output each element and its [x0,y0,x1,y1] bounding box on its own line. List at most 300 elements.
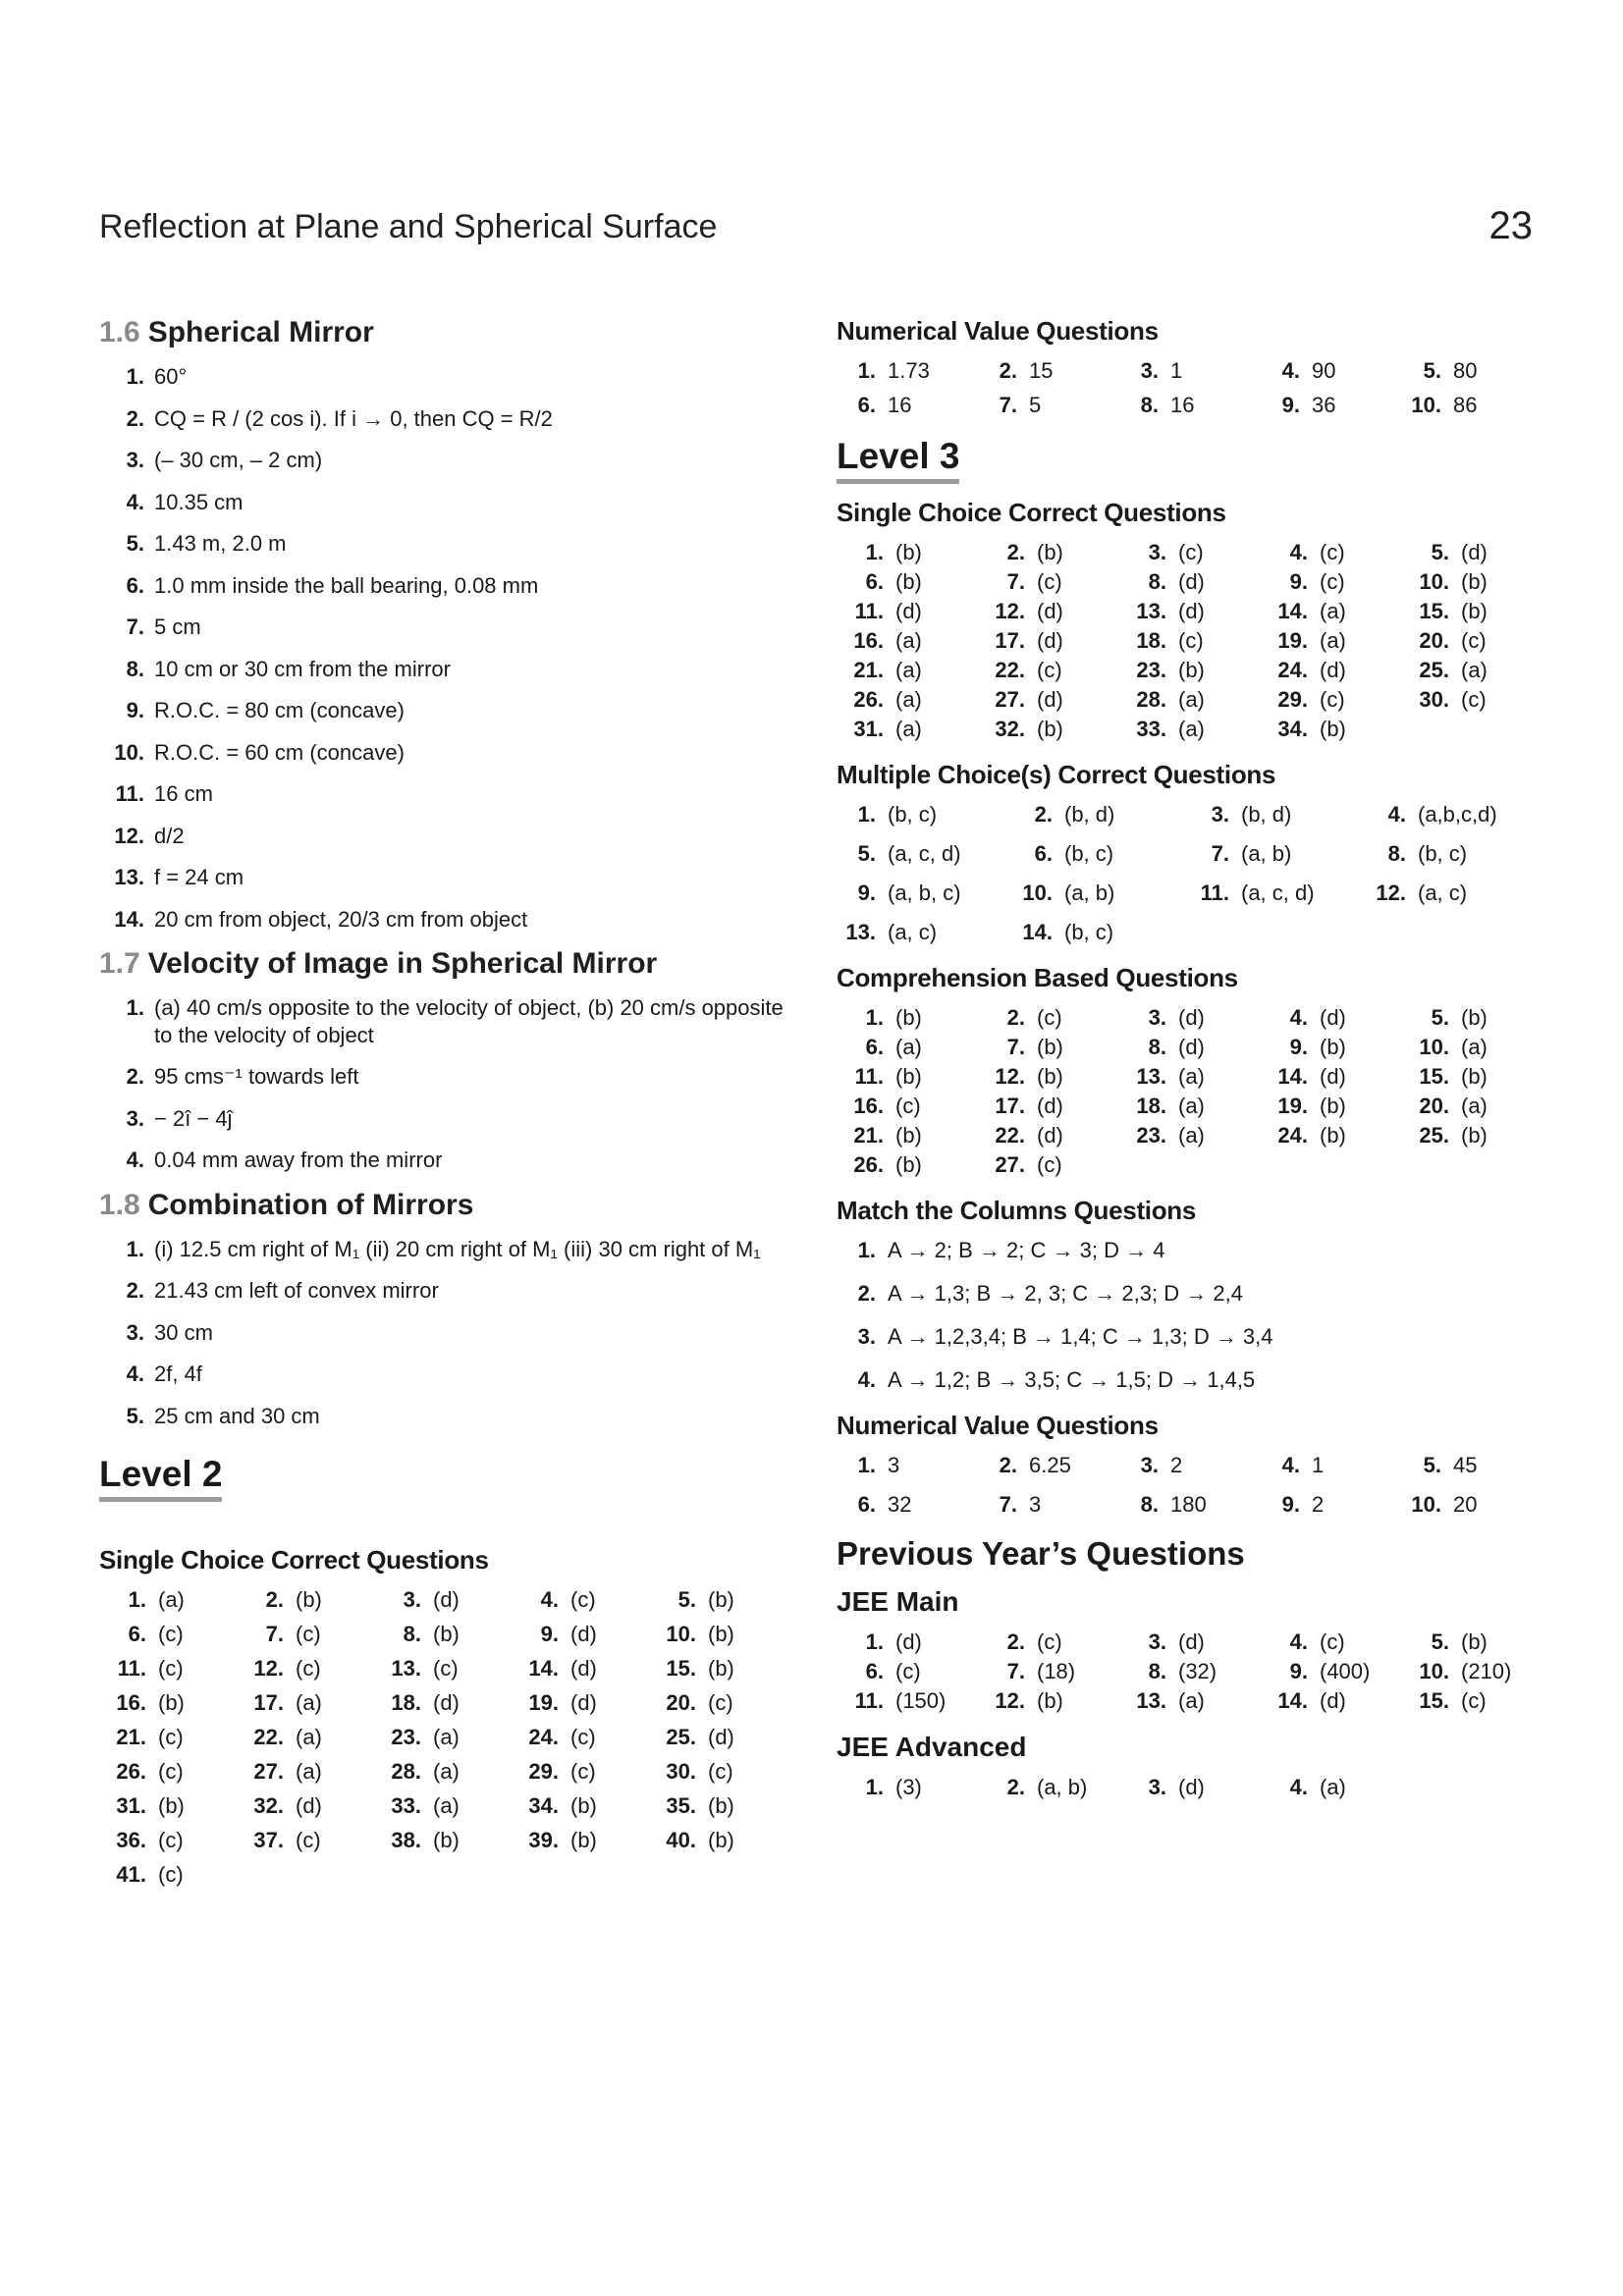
answer-value: A → 1,2,3,4; B → 1,4; C → 1,3; D → 3,4 [888,1324,1273,1349]
answer-cell [1402,1659,1543,1684]
answer-number: 11. [854,1064,884,1089]
answer-cell [837,1492,978,1518]
answer-item [99,1319,786,1347]
answer-cell [512,1622,649,1647]
answer-cell [512,1828,649,1853]
answer-value: (b, c) [1064,920,1114,944]
answer-value: (d) [708,1725,734,1749]
answer-number: 21. [853,658,884,682]
nvq-top-heading: Numerical Value Questions [837,316,1159,346]
answer-cell [1402,1453,1543,1478]
answer-value: 2 [1312,1492,1325,1517]
level3-scq-grid [837,540,1543,742]
answer-number: 7. [1006,569,1025,594]
answer-number: 15. [1419,1688,1449,1713]
answer-value: (a, c, d) [888,841,961,866]
answer-number: 10. [1419,1035,1449,1059]
answer-value: 5 [1029,393,1042,417]
answer-cell [1190,881,1367,906]
answer-value: (a, b, c) [888,881,961,905]
answer-number: 27. [253,1759,284,1784]
answer-number: 6. [1034,841,1053,866]
answer-number: 1. [865,540,884,564]
answer-number: 26. [853,1152,884,1177]
answer-number: 21. [116,1725,146,1749]
answer-value: (b) [1320,1123,1346,1148]
answer-number: 14. [1277,599,1308,623]
answer-cell [837,920,1013,945]
answer-value: (b) [1461,1629,1488,1654]
answer-value: (c) [296,1622,321,1646]
answer-cell [374,1656,512,1682]
answer-value: (a) [895,658,922,682]
answer-value: (210) [1461,1659,1512,1683]
answer-number: 11. [854,1688,884,1713]
answer-cell [837,1005,978,1031]
answer-number: 8. [1140,393,1159,417]
answer-number: 2. [126,1064,144,1089]
level-2-heading: Level 2 [99,1454,222,1502]
answer-cell [1119,393,1261,418]
answer-number: 2. [265,1587,284,1612]
answer-number: 8. [1148,1659,1166,1683]
answer-number: 8. [1148,1035,1166,1059]
answer-cell [978,1775,1119,1800]
answer-number: 36. [116,1828,146,1852]
answer-cell [374,1725,512,1750]
answer-cell [237,1828,374,1853]
answer-value: (b) [708,1828,734,1852]
answer-value: (c) [1037,1152,1062,1177]
answer-number: 20. [1419,628,1449,653]
answer-number: 5. [126,531,144,556]
answer-cell [978,687,1119,713]
answer-cell [1261,1775,1402,1800]
answer-text: − 2î − 4ĵ [154,1105,233,1131]
answer-item [99,906,786,934]
answer-value: (d) [1178,1775,1205,1799]
answer-cell [837,802,1013,828]
answer-value: (d) [570,1656,597,1681]
answer-number: 28. [1136,687,1166,712]
answer-cell [649,1587,786,1613]
answer-cell [99,1725,237,1750]
answer-cell [1119,1453,1261,1478]
answer-value: (a) [895,1035,922,1059]
answer-cell [649,1828,786,1853]
answer-cell [1261,717,1402,742]
jee-main-heading: JEE Main [837,1586,959,1617]
answer-number: 1. [857,1453,876,1477]
answer-value: 36 [1312,393,1336,417]
answer-value: (a) [296,1725,322,1749]
answer-value: (c) [1037,569,1062,594]
answer-value: (b) [1037,1064,1063,1089]
answer-cell [1013,881,1190,906]
answer-number: 12. [114,823,144,848]
answer-cell [837,628,978,654]
answer-number: 3. [126,1105,144,1131]
answer-text: 1.43 m, 2.0 m [154,531,287,556]
answer-number: 10. [1411,1492,1441,1517]
answer-number: 32. [995,717,1025,741]
answer-cell [1402,569,1543,595]
answer-value: (400) [1320,1659,1371,1683]
answer-cell [837,1629,978,1655]
answer-item [99,530,786,558]
answer-cell [837,1094,978,1119]
answer-cell [1261,1492,1402,1518]
answer-cell [1119,1659,1261,1684]
answer-value: (b) [1037,717,1063,741]
answer-number: 9. [1281,393,1300,417]
answer-value: (b, d) [1241,802,1292,827]
level3-cbq-grid [837,1005,1543,1178]
answer-cell [374,1622,512,1647]
answer-cell [837,1688,978,1714]
answer-cell [1367,881,1543,906]
answer-number: 11. [1200,881,1229,905]
answer-number: 3. [1140,1453,1159,1477]
answer-number: 24. [528,1725,559,1749]
answer-number: 6. [857,393,876,417]
answer-number: 2. [1006,540,1025,564]
answer-value: (c) [570,1759,596,1784]
answer-cell [237,1793,374,1819]
answer-value: (a) [296,1759,322,1784]
answer-value: (d) [1320,1688,1346,1713]
section-heading-1-8: 1.8 Combination of Mirrors [99,1188,474,1221]
answer-value: (d) [1037,628,1063,653]
answer-cell [837,1775,978,1800]
answer-cell [649,1622,786,1647]
answer-cell [1402,628,1543,654]
answer-cell [1261,569,1402,595]
answer-cell [1119,1629,1261,1655]
level-3-heading: Level 3 [837,436,959,484]
answer-number: 39. [528,1828,559,1852]
answer-cell [1261,358,1402,384]
answer-number: 3. [403,1587,421,1612]
answer-value: (a, b) [1241,841,1292,866]
answer-number: 18. [1136,628,1166,653]
answer-value: (d) [570,1690,597,1715]
nvq-top-grid [837,358,1543,418]
answer-value: (a) [1320,599,1346,623]
answer-number: 1. [128,1587,146,1612]
answer-value: (a) [1178,717,1205,741]
answer-number: 32. [253,1793,284,1818]
answer-value: (a, b) [1064,881,1115,905]
answer-value: (a, c, d) [1241,881,1315,905]
level3-nvq-grid [837,1453,1543,1518]
answer-value: (c) [708,1690,733,1715]
answer-number: 7. [265,1622,284,1646]
answer-value: (a, c) [888,920,938,944]
answer-cell [1119,358,1261,384]
answer-number: 33. [391,1793,421,1818]
answer-cell [237,1725,374,1750]
answer-value: (c) [158,1759,184,1784]
answer-value: (d) [1037,687,1063,712]
answer-value: (b) [296,1587,322,1612]
answer-number: 20. [1419,1094,1449,1118]
answer-cell [512,1759,649,1785]
answer-number: 1. [865,1629,884,1654]
left-column [99,316,786,1905]
answer-number: 6. [865,569,884,594]
answer-cell [1402,1629,1543,1655]
answer-number: 23. [1136,1123,1166,1148]
answer-value: (d) [895,599,922,623]
answer-value: (d) [1178,569,1205,594]
answer-number: 9. [126,698,144,722]
answer-number: 13. [845,920,876,944]
answer-value: (18) [1037,1659,1076,1683]
answer-item [99,994,786,1048]
answer-cell [1261,1035,1402,1060]
answer-number: 18. [391,1690,421,1715]
answer-cell [1013,802,1190,828]
answer-text: d/2 [154,823,185,848]
answer-cell [512,1656,649,1682]
answer-value: (c) [158,1862,184,1887]
answer-cell [1119,569,1261,595]
answer-value: (b, c) [1064,841,1114,866]
answer-number: 8. [1140,1492,1159,1517]
answer-item [99,780,786,808]
answer-cell [1402,1094,1543,1119]
answer-text: 95 cms⁻¹ towards left [154,1064,359,1089]
answer-cell [978,1035,1119,1060]
answer-number: 5. [1423,358,1441,383]
answer-cell [837,540,978,565]
answer-value: (a) [1178,1123,1205,1148]
answer-value: (d) [1320,1005,1346,1030]
answer-number: 12. [995,599,1025,623]
answer-number: 4. [1289,1629,1308,1654]
answer-cell [978,1688,1119,1714]
answer-cell [1190,841,1367,867]
answer-cell [1402,358,1543,384]
answer-cell [1119,1005,1261,1031]
answer-value: (b, c) [888,802,938,827]
answer-value: (b) [708,1656,734,1681]
answer-cell [1119,628,1261,654]
jee-advanced-heading: JEE Advanced [837,1732,1027,1762]
answer-value: (d) [1037,1094,1063,1118]
answer-number: 14. [1277,1064,1308,1089]
answer-number: 10. [1022,881,1053,905]
answer-value: (d) [433,1690,460,1715]
answer-number: 28. [391,1759,421,1784]
answer-value: 15 [1029,358,1054,383]
answer-number: 5. [1423,1453,1441,1477]
answer-number: 25. [1419,658,1449,682]
answer-cell [837,358,978,384]
answer-value: A → 1,2; B → 3,5; C → 1,5; D → 1,4,5 [888,1367,1256,1392]
answer-item [99,1277,786,1305]
answer-value: (c) [1320,687,1345,712]
answer-value: (a) [895,717,922,741]
answer-number: 29. [528,1759,559,1784]
answer-item [99,697,786,724]
answer-number: 16. [853,1094,884,1118]
answer-text: 5 cm [154,614,201,639]
answer-number: 26. [853,687,884,712]
answer-value: 16 [888,393,912,417]
answer-cell [99,1793,237,1819]
answer-number: 10. [1419,569,1449,594]
answer-number: 34. [528,1793,559,1818]
answer-cell [1261,1453,1402,1478]
answer-value: 20 [1453,1492,1478,1517]
answer-value: 86 [1453,393,1478,417]
answer-number: 13. [1136,599,1166,623]
answer-cell [837,1064,978,1090]
answer-value: (b) [1461,1123,1488,1148]
answer-number: 6. [126,572,144,598]
answer-number: 29. [1277,687,1308,712]
answer-number: 4. [1289,540,1308,564]
level3-nvq-heading: Numerical Value Questions [837,1411,1159,1440]
answer-value: (b) [570,1793,597,1818]
answer-value: 180 [1170,1492,1207,1517]
answer-number: 13. [1136,1064,1166,1089]
answer-cell [237,1622,374,1647]
answer-value: (c) [1461,1688,1487,1713]
answer-cell [237,1759,374,1785]
answer-item [99,656,786,683]
answer-value: (d) [296,1793,322,1818]
jee-main-grid [837,1629,1543,1714]
answer-number: 40. [666,1828,696,1852]
answer-number: 12. [253,1656,284,1681]
answer-value: (a) [296,1690,322,1715]
answer-value: (a) [1178,1688,1205,1713]
answer-cell [512,1793,649,1819]
answer-number: 12. [995,1688,1025,1713]
answer-number: 4. [540,1587,559,1612]
answer-value: (a) [433,1759,460,1784]
answer-value: (a, c) [1418,881,1468,905]
answer-text: 1.0 mm inside the ball bearing, 0.08 mm [154,572,539,598]
answer-number: 7. [1006,1035,1025,1059]
answer-cell [99,1828,237,1853]
answer-cell [1119,1688,1261,1714]
answer-number: 31. [116,1793,146,1818]
answer-value: (b) [895,1152,922,1177]
answer-number: 2. [126,1278,144,1303]
answer-item [99,739,786,767]
answer-item [99,1403,786,1430]
answer-number: 5. [1431,1629,1449,1654]
answer-cell [649,1759,786,1785]
answer-cell [99,1622,237,1647]
answer-cell [512,1690,649,1716]
answer-value: (c) [1320,540,1345,564]
level2-scq-heading: Single Choice Correct Questions [99,1545,489,1575]
answer-cell [1190,802,1367,828]
answer-cell [978,628,1119,654]
answer-value: (a) [1320,1775,1346,1799]
answer-value: A → 2; B → 2; C → 3; D → 4 [888,1238,1165,1262]
answer-cell [649,1656,786,1682]
answer-value: (c) [158,1622,184,1646]
answer-cell [512,1587,649,1613]
answer-number: 14. [528,1656,559,1681]
answer-cell [1119,1094,1261,1119]
answer-value: (a) [1178,687,1205,712]
answer-number: 31. [853,717,884,741]
answer-cell [374,1793,512,1819]
answer-cell [1119,1775,1261,1800]
answer-value: (c) [708,1759,733,1784]
answer-value: (d) [1320,1064,1346,1089]
answer-cell [978,1453,1119,1478]
answer-value: (a,b,c,d) [1418,802,1497,827]
answer-value: (b, d) [1064,802,1115,827]
answer-number: 4. [1289,1005,1308,1030]
answer-cell [1261,1123,1402,1148]
answer-cell [1261,628,1402,654]
answer-value: (d) [1178,1035,1205,1059]
answer-value: (b) [708,1793,734,1818]
answer-value: (c) [296,1656,321,1681]
answer-cell [649,1690,786,1716]
answer-value: (d) [1320,658,1346,682]
answer-cell [978,599,1119,624]
match-row [837,1367,1543,1393]
answer-number: 15. [666,1656,696,1681]
answer-text: 25 cm and 30 cm [154,1403,320,1428]
answer-number: 27. [995,687,1025,712]
answer-number: 4. [1281,1453,1300,1477]
answer-number: 10. [1419,1659,1449,1683]
answer-number: 9. [857,881,876,905]
level3-mtc-heading: Match the Columns Questions [837,1196,1197,1225]
answer-cell [837,841,1013,867]
answer-number: 5. [857,841,876,866]
answer-number: 5. [1431,1005,1449,1030]
answer-value: A → 1,3; B → 2, 3; C → 2,3; D → 2,4 [888,1281,1243,1306]
answer-cell [978,1659,1119,1684]
answer-number: 19. [1277,1094,1308,1118]
answer-number: 7. [1211,841,1229,866]
answer-cell [978,540,1119,565]
answer-number: 19. [1277,628,1308,653]
answer-value: (b) [1037,1688,1063,1713]
answer-cell [1261,540,1402,565]
match-row [837,1281,1543,1307]
answer-value: (a) [433,1725,460,1749]
answer-number: 5. [677,1587,696,1612]
answer-value: (c) [1461,687,1487,712]
answer-cell [512,1725,649,1750]
answer-value: (a) [1461,1094,1488,1118]
answer-item [99,1361,786,1388]
answer-value: (c) [433,1656,459,1681]
answer-value: 45 [1453,1453,1478,1477]
answer-number: 10. [666,1622,696,1646]
answer-cell [99,1656,237,1682]
answer-cell [978,358,1119,384]
answer-cell [837,1152,978,1178]
answer-value: (b) [570,1828,597,1852]
answer-value: (b) [1461,1005,1488,1030]
answer-item [99,447,786,474]
answer-number: 1. [857,358,876,383]
